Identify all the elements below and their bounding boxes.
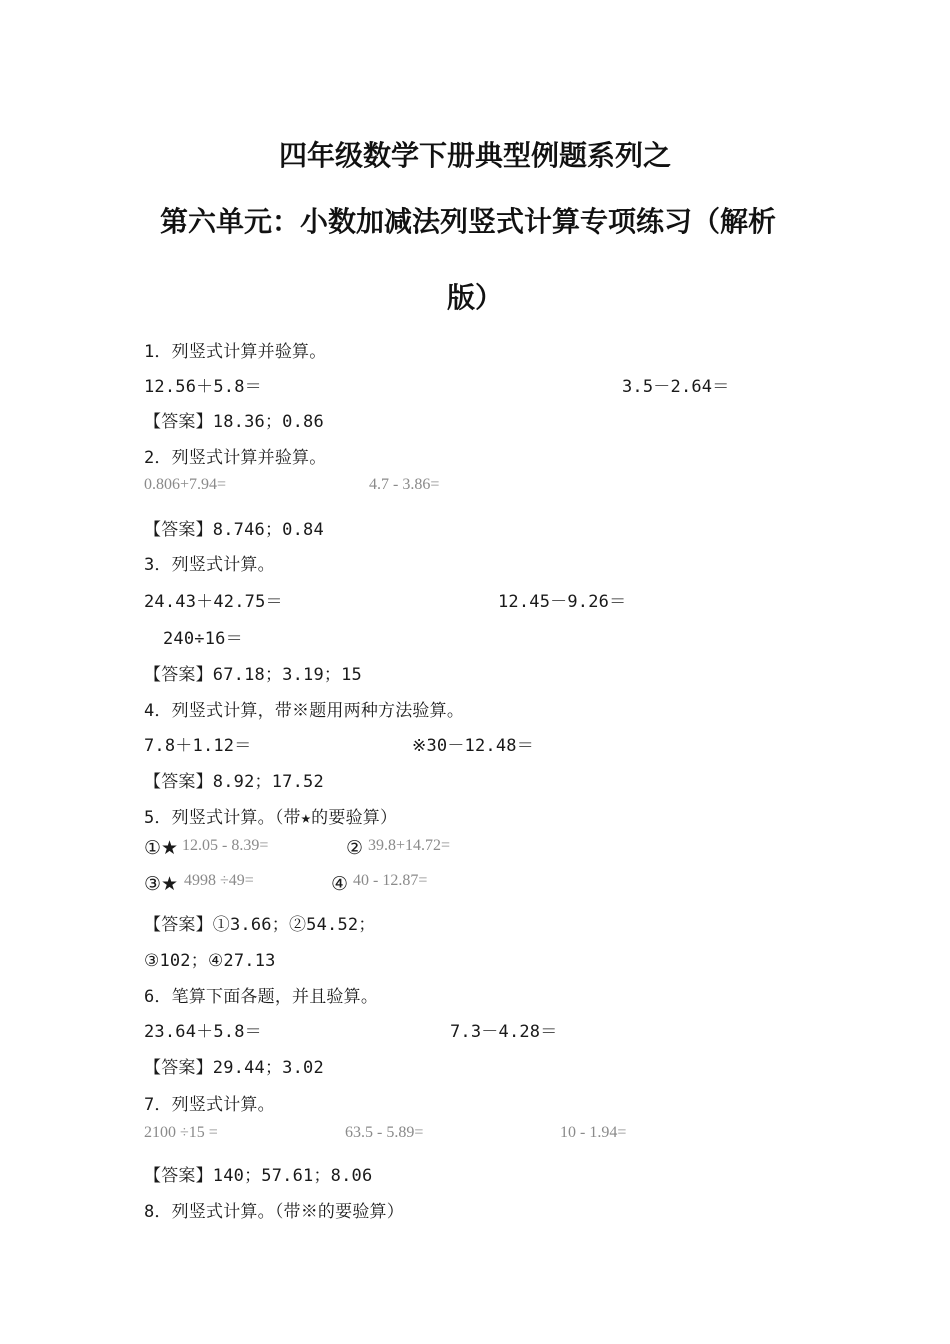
q2-answer: 【答案】8.746；0.84	[144, 520, 324, 540]
q3-prompt: 3．列竖式计算。	[144, 555, 275, 575]
q5-expression-4: 40 - 12.87=	[353, 872, 428, 889]
q5-answer-line-2: ③102；④27.13	[144, 951, 276, 971]
q6-answer: 【答案】29.44；3.02	[144, 1058, 324, 1078]
q3-expression-1: 24.43＋42.75＝	[144, 592, 283, 612]
q1-prompt: 1．列竖式计算并验算。	[144, 342, 327, 362]
title-line-2: 第六单元：小数加减法列竖式计算专项练习（解析	[160, 205, 777, 238]
q6-expression-2: 7.3－4.28＝	[450, 1022, 558, 1042]
q3-expression-2: 12.45－9.26＝	[498, 592, 627, 612]
q3-expression-3: 240÷16＝	[163, 629, 243, 649]
q4-answer: 【答案】8.92；17.52	[144, 772, 324, 792]
title-line-1: 四年级数学下册典型例题系列之	[278, 139, 671, 172]
q5-answer-line-1: 【答案】①3.66；②54.52；	[144, 915, 376, 935]
q5-expression-3: 4998 ÷49=	[184, 872, 254, 889]
q4-expression-2: ※30－12.48＝	[412, 736, 534, 756]
q7-expression-2: 63.5 - 5.89=	[345, 1124, 424, 1141]
q3-answer: 【答案】67.18；3.19；15	[144, 665, 362, 685]
q5-marker-1: ①★	[144, 837, 179, 859]
q1-answer: 【答案】18.36；0.86	[144, 412, 324, 432]
q6-prompt: 6．笔算下面各题，并且验算。	[144, 987, 379, 1007]
q6-expression-1: 23.64＋5.8＝	[144, 1022, 262, 1042]
q5-marker-3: ③★	[144, 873, 179, 895]
q5-expression-1: 12.05 - 8.39=	[182, 837, 269, 854]
q7-answer: 【答案】140；57.61；8.06	[144, 1166, 373, 1186]
q7-prompt: 7．列竖式计算。	[144, 1095, 275, 1115]
q5-prompt: 5．列竖式计算。（带★的要验算）	[144, 808, 398, 828]
q8-prompt: 8．列竖式计算。（带※的要验算）	[144, 1202, 404, 1222]
q4-expression-1: 7.8＋1.12＝	[144, 736, 252, 756]
q4-prompt: 4．列竖式计算，带※题用两种方法验算。	[144, 701, 465, 721]
q5-marker-2: ②	[346, 837, 364, 859]
q7-expression-1: 2100 ÷15 =	[144, 1124, 218, 1141]
q2-prompt: 2．列竖式计算并验算。	[144, 448, 327, 468]
q5-expression-2: 39.8+14.72=	[368, 837, 451, 854]
q1-expression-1: 12.56＋5.8＝	[144, 377, 262, 397]
q2-expression-1: 0.806+7.94=	[144, 476, 227, 493]
q1-expression-2: 3.5－2.64＝	[622, 377, 730, 397]
q7-expression-3: 10 - 1.94=	[560, 1124, 627, 1141]
title-line-3: 版）	[446, 281, 503, 314]
q2-expression-2: 4.7 - 3.86=	[369, 476, 440, 493]
q5-marker-4: ④	[331, 873, 349, 895]
